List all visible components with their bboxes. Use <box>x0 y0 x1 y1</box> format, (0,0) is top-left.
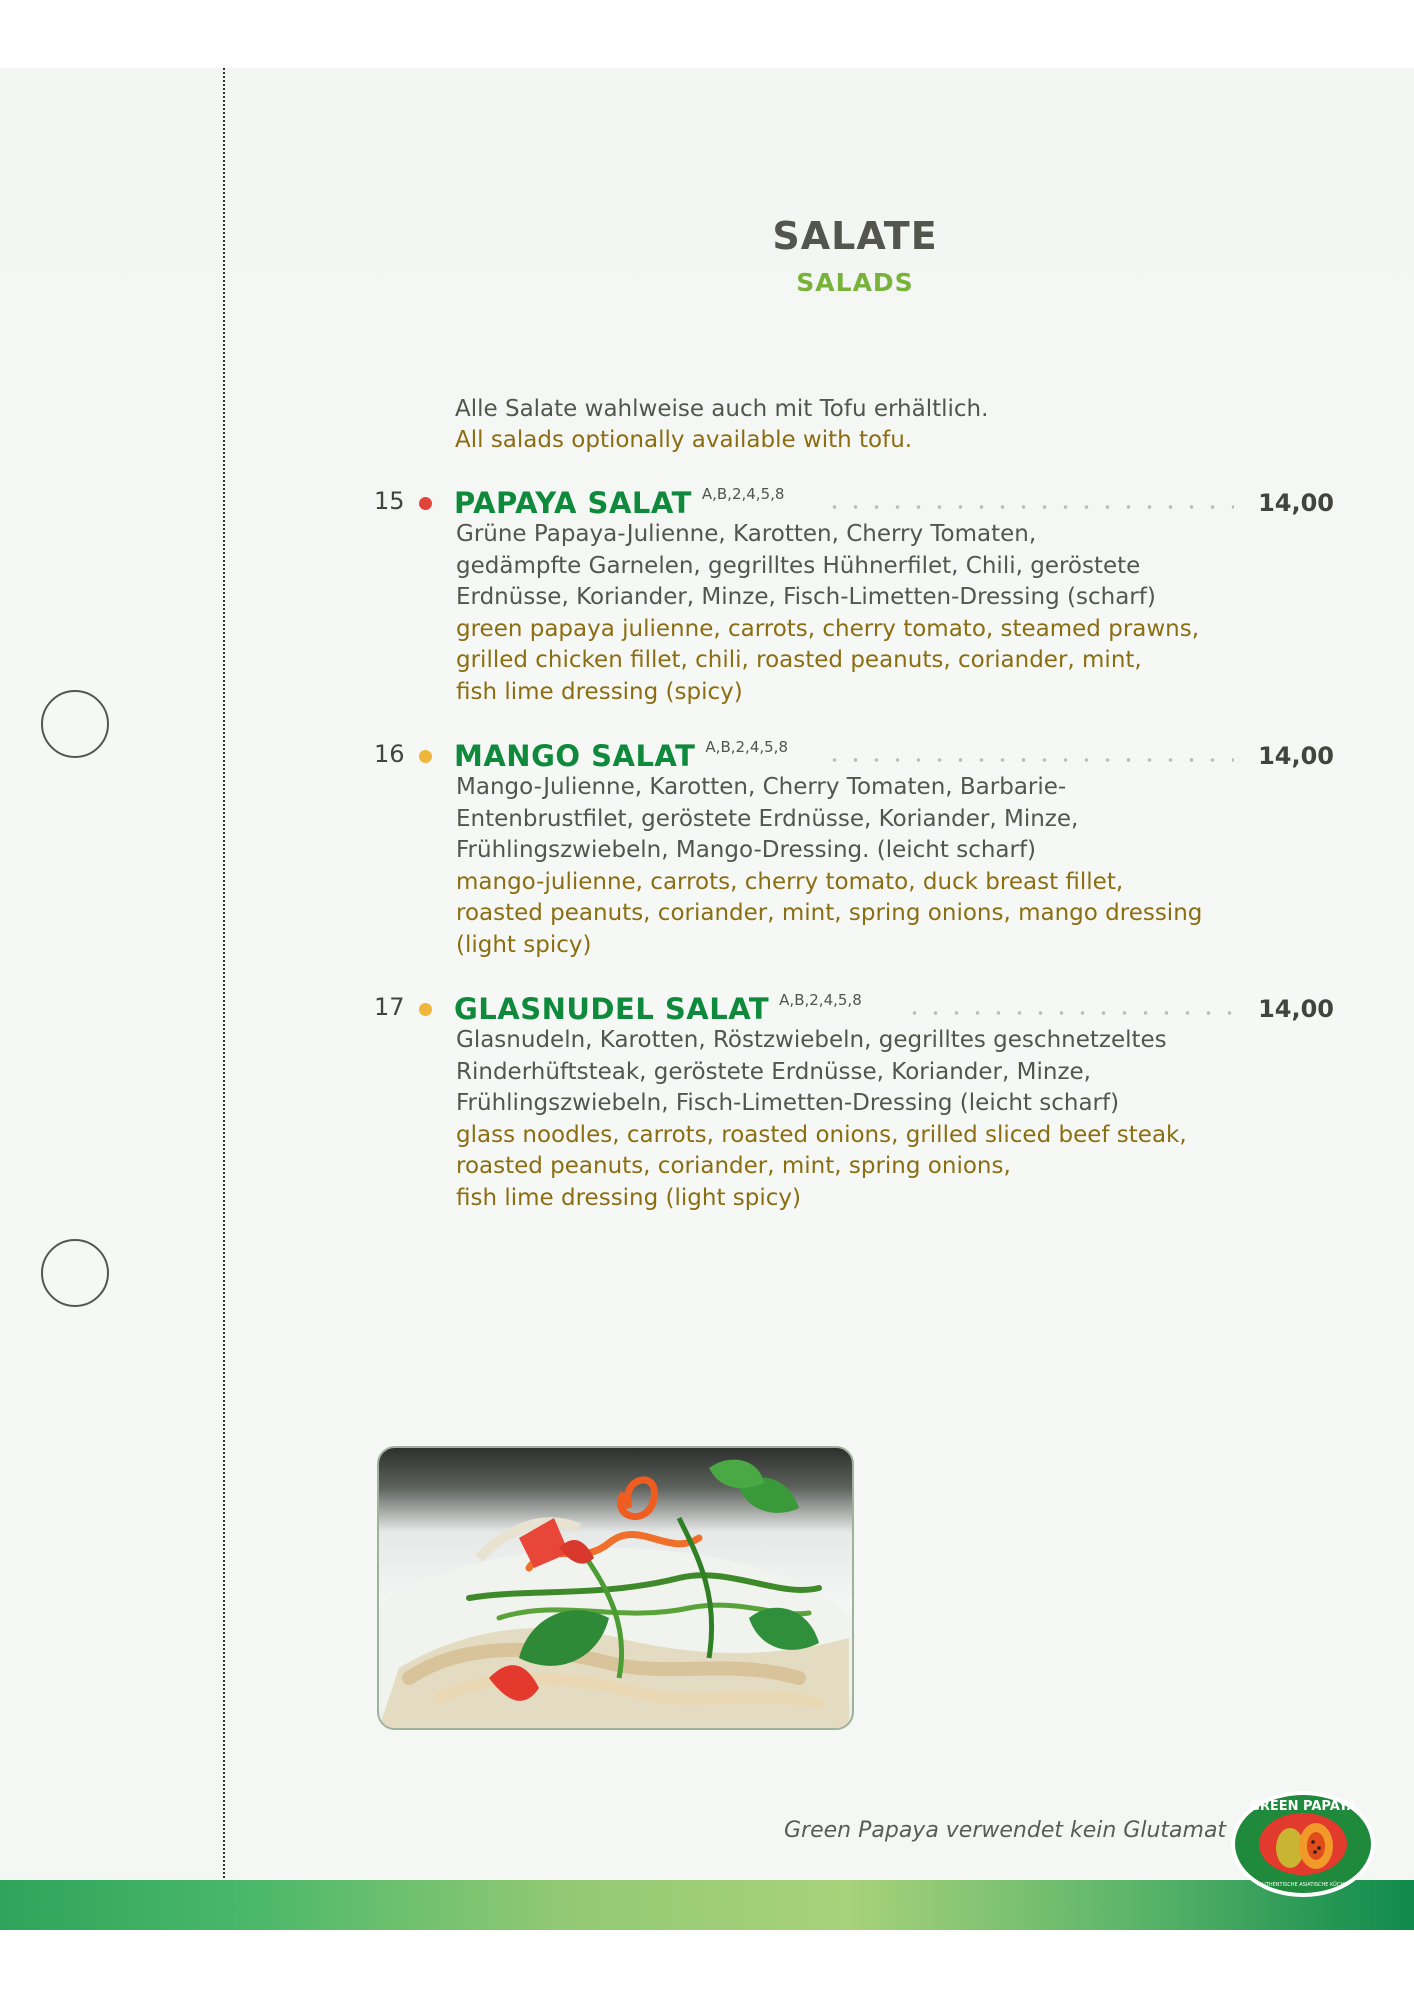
svg-text:AUTHENTISCHE ASIATISCHE KÜCHE: AUTHENTISCHE ASIATISCHE KÜCHE <box>1258 1882 1348 1888</box>
desc-de-line: Rinderhüftsteak, geröstete Erdnüsse, Koriander, Minze, <box>456 1058 1091 1085</box>
menu-page <box>0 68 1414 1930</box>
item-price: 14,00 <box>1258 995 1334 1023</box>
desc-de-line: Glasnudeln, Karotten, Röstzwiebeln, gegrilltes geschnetzeltes <box>456 1027 1167 1053</box>
desc-en-line: (light spicy) <box>456 931 592 958</box>
desc-de-line: Frühlingszwiebeln, Mango-Dressing. (leicht scharf) <box>456 837 1037 863</box>
dot-leader <box>824 758 1234 762</box>
intro-note <box>455 394 988 456</box>
spice-indicator-icon <box>419 750 432 763</box>
desc-de-line: Mango-Julienne, Karotten, Cherry Tomaten, Barbarie- <box>456 774 1067 800</box>
section-subtitle: SALADS <box>796 268 914 297</box>
desc-en-line: roasted peanuts, coriander, mint, spring onions, <box>456 1153 1011 1179</box>
glutamate-note: Green Papaya verwendet kein Glutamat <box>784 1818 1227 1843</box>
green-footer-band <box>0 1880 1414 1930</box>
item-number: 15 <box>374 487 405 515</box>
item-number: 16 <box>374 740 405 768</box>
desc-de-line: Frühlingszwiebeln, Fisch-Limetten-Dressing (leicht scharf) <box>456 1090 1120 1116</box>
item-number: 17 <box>374 993 405 1021</box>
spice-indicator-icon <box>419 1003 432 1016</box>
allergen-codes: A,B,2,4,5,8 <box>701 485 785 503</box>
section-title: SALATE <box>772 214 938 258</box>
binding-dotted-line <box>223 68 225 1930</box>
desc-de-line: Erdnüsse, Koriander, Minze, Fisch-Limetten-Dressing (scharf) <box>456 584 1156 610</box>
allergen-codes: A,B,2,4,5,8 <box>705 738 788 756</box>
desc-en-line: glass noodles, carrots, roasted onions, grilled sliced beef steak, <box>456 1121 1187 1148</box>
green-papaya-logo-icon <box>1228 1788 1378 1900</box>
spice-indicator-icon <box>419 497 432 510</box>
item-price: 14,00 <box>1258 742 1334 770</box>
salad-photo <box>377 1446 854 1730</box>
intro-en: All salads optionally available with tofu. <box>455 427 913 453</box>
item-description <box>456 1025 1187 1214</box>
desc-en-line: fish lime dressing (light spicy) <box>456 1184 802 1211</box>
desc-en-line: fish lime dressing (spicy) <box>456 678 743 705</box>
desc-en-line: grilled chicken fillet, chili, roasted peanuts, coriander, mint, <box>456 647 1142 673</box>
desc-en-line: roasted peanuts, coriander, mint, spring onions, mango dressing <box>456 900 1203 926</box>
punch-hole <box>41 1239 109 1307</box>
punch-hole <box>41 690 109 758</box>
item-description <box>456 772 1202 961</box>
desc-de-line: gedämpfte Garnelen, gegrilltes Hühnerfilet, Chili, geröstete <box>456 552 1141 579</box>
desc-en-line: green papaya julienne, carrots, cherry tomato, steamed prawns, <box>456 615 1200 642</box>
desc-en-line: mango-julienne, carrots, cherry tomato, duck breast fillet, <box>456 868 1124 895</box>
allergen-codes: A,B,2,4,5,8 <box>779 991 862 1009</box>
intro-de: Alle Salate wahlweise auch mit Tofu erhältlich. <box>455 396 989 422</box>
desc-de-line: Entenbrustfilet, geröstete Erdnüsse, Koriander, Minze, <box>456 805 1079 832</box>
dot-leader <box>824 505 1234 509</box>
item-name: PAPAYA SALAT $^{A,B,2,4,5,8}$ <box>454 485 785 520</box>
item-name: GLASNUDEL SALAT $^{A,B,2,4,5,8}$ <box>454 991 862 1026</box>
svg-text:GREEN PAPAYA: GREEN PAPAYA <box>1249 1799 1357 1814</box>
item-name: MANGO SALAT $^{A,B,2,4,5,8}$ <box>454 738 788 773</box>
item-price: 14,00 <box>1258 489 1334 517</box>
desc-de-line: Grüne Papaya-Julienne, Karotten, Cherry Tomaten, <box>456 521 1037 547</box>
dot-leader <box>904 1011 1234 1015</box>
item-description <box>456 519 1199 708</box>
